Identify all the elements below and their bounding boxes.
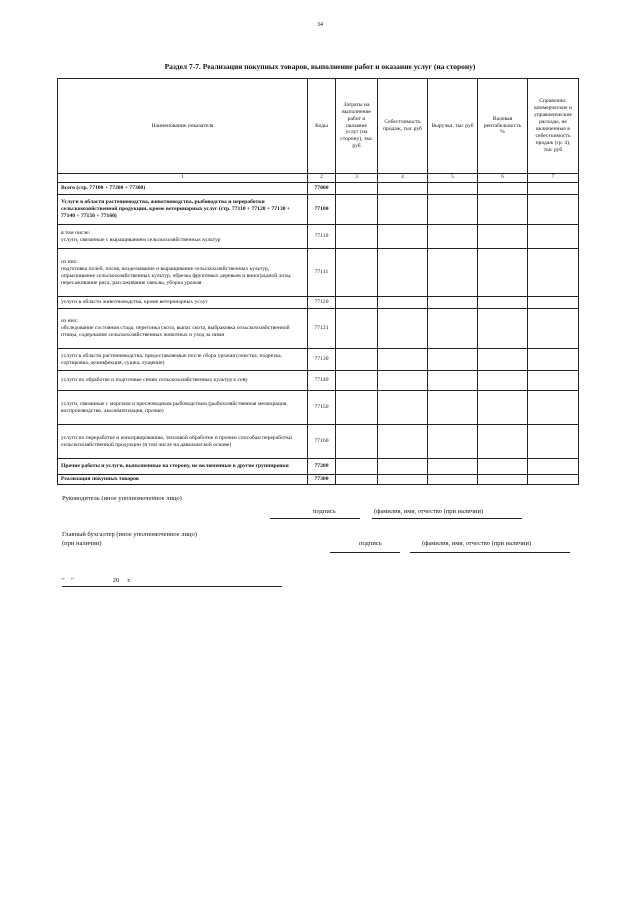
date-line: " " 20 г. bbox=[62, 577, 131, 584]
cell-revenue[interactable] bbox=[428, 309, 478, 349]
page-number: 34 bbox=[317, 22, 323, 28]
header-name: Наименование показателя bbox=[58, 79, 308, 174]
row-code: 77100 bbox=[308, 195, 336, 225]
cell-cost-of-sales[interactable] bbox=[378, 475, 428, 485]
cell-reference[interactable] bbox=[528, 371, 579, 391]
cell-reference[interactable] bbox=[528, 309, 579, 349]
accountant-label: Главный бухгалтер (иное уполномоченное лицо) bbox=[62, 531, 197, 538]
table-row bbox=[58, 475, 579, 485]
column-number: 5 bbox=[428, 174, 478, 183]
row-code: 77160 bbox=[308, 425, 336, 459]
cell-profitability[interactable] bbox=[478, 459, 528, 475]
cell-revenue[interactable] bbox=[428, 297, 478, 309]
cell-costs[interactable] bbox=[336, 391, 378, 425]
header-reference-expenses: Справочно: коммерческие и управленческие расходы, не включенные в себестоимость продаж (гр. 4), тыс руб bbox=[528, 79, 579, 174]
cell-reference[interactable] bbox=[528, 183, 579, 195]
cell-costs[interactable] bbox=[336, 183, 378, 195]
cell-reference[interactable] bbox=[528, 475, 579, 485]
table-row bbox=[58, 309, 579, 349]
row-code: 77300 bbox=[308, 475, 336, 485]
cell-profitability[interactable] bbox=[478, 349, 528, 371]
row-name: услуги, связанные с выращиванием сельскохозяйственных культур bbox=[61, 236, 221, 243]
cell-cost-of-sales[interactable] bbox=[378, 459, 428, 475]
cell-revenue[interactable] bbox=[428, 459, 478, 475]
row-name: услуги в области животноводства, кроме ветеринарных услуг bbox=[58, 297, 308, 309]
cell-profitability[interactable] bbox=[478, 195, 528, 225]
column-number-row bbox=[58, 174, 579, 183]
header-cost-of-sales: Себестоимость продаж, тыс руб bbox=[378, 79, 428, 174]
cell-cost-of-sales[interactable] bbox=[378, 183, 428, 195]
header-revenue: Выручка, тыс руб bbox=[428, 79, 478, 174]
cell-profitability[interactable] bbox=[478, 371, 528, 391]
cell-reference[interactable] bbox=[528, 349, 579, 371]
cell-revenue[interactable] bbox=[428, 425, 478, 459]
table-row bbox=[58, 459, 579, 475]
cell-costs[interactable] bbox=[336, 249, 378, 297]
cell-cost-of-sales[interactable] bbox=[378, 309, 428, 349]
row-name: услуги по переработке и консервированию, тепловой обработке и прочим способам переработки сельскохозяйственной продукции (в том числе на давальческой основе) bbox=[58, 425, 308, 459]
row-name: Услуги в области растениеводства, животноводства, рыбоводства и переработки сельскохозяйственной продукции, кроме ветеринарных услуг (стр. 77110 + 77120 + 77130 + 77140 + 77150 + 77160) bbox=[58, 195, 308, 225]
cell-costs[interactable] bbox=[336, 371, 378, 391]
header-costs: Затраты на выполнение работ и оказание услуг (на сторону), тыс руб bbox=[336, 79, 378, 174]
row-name-cell bbox=[58, 309, 308, 349]
cell-reference[interactable] bbox=[528, 297, 579, 309]
table-header-row bbox=[58, 79, 579, 174]
table-row bbox=[58, 183, 579, 195]
cell-profitability[interactable] bbox=[478, 225, 528, 249]
date-underline[interactable] bbox=[62, 586, 282, 587]
cell-costs[interactable] bbox=[336, 475, 378, 485]
row-code: 77200 bbox=[308, 459, 336, 475]
table-row bbox=[58, 195, 579, 225]
column-number: 1 bbox=[58, 174, 308, 183]
cell-costs[interactable] bbox=[336, 195, 378, 225]
section-title: Раздел 7-7. Реализация покупных товаров, выполнение работ и оказание услуг (на сторону) bbox=[164, 62, 476, 71]
cell-profitability[interactable] bbox=[478, 249, 528, 297]
row-code: 77110 bbox=[308, 225, 336, 249]
cell-costs[interactable] bbox=[336, 297, 378, 309]
head-fio-caption: (фамилия, имя, отчество (при наличии) bbox=[374, 508, 484, 515]
cell-cost-of-sales[interactable] bbox=[378, 391, 428, 425]
table-row bbox=[58, 349, 579, 371]
row-name: услуги, связанные с морским и пресноводным рыбоводством (рыбохозяйственная мелиорация, воспроизводство, акклиматизация, прочие) bbox=[58, 391, 308, 425]
row-code: 77140 bbox=[308, 371, 336, 391]
cell-revenue[interactable] bbox=[428, 249, 478, 297]
cell-costs[interactable] bbox=[336, 349, 378, 371]
cell-revenue[interactable] bbox=[428, 475, 478, 485]
cell-costs[interactable] bbox=[336, 459, 378, 475]
accountant-sign-caption: подпись bbox=[359, 540, 382, 547]
cell-reference[interactable] bbox=[528, 459, 579, 475]
cell-cost-of-sales[interactable] bbox=[378, 425, 428, 459]
data-table bbox=[57, 78, 579, 485]
row-code: 77000 bbox=[308, 183, 336, 195]
cell-reference[interactable] bbox=[528, 391, 579, 425]
cell-revenue[interactable] bbox=[428, 195, 478, 225]
cell-reference[interactable] bbox=[528, 195, 579, 225]
table-row bbox=[58, 297, 579, 309]
head-sign-line[interactable] bbox=[270, 518, 360, 519]
row-name: услуги по обработке и подготовке семян сельскохозяйственных культур к севу bbox=[58, 371, 308, 391]
row-name: подготовка полей, посев, возделывание и выращивание сельскохозяйственных культур, опрыскивание сельскохозяйственных культур, обрезка фруктовых деревьев и виноградной лозы, пересаживание риса, рассаживание свеклы, уборка урожая bbox=[61, 265, 292, 286]
column-number: 2 bbox=[308, 174, 336, 183]
row-code: 77111 bbox=[308, 249, 336, 297]
row-name: услуги в области растениеводства, предоставляемые после сбора урожая (очистка, подрезка, сортировка, дезинфекция, сушка, лущение) bbox=[58, 349, 308, 371]
cell-profitability[interactable] bbox=[478, 391, 528, 425]
cell-cost-of-sales[interactable] bbox=[378, 249, 428, 297]
row-prefix: из них: bbox=[61, 318, 78, 325]
cell-revenue[interactable] bbox=[428, 183, 478, 195]
table-row bbox=[58, 425, 579, 459]
accountant-fio-line[interactable] bbox=[410, 552, 570, 553]
row-code: 77150 bbox=[308, 391, 336, 425]
column-number: 7 bbox=[528, 174, 579, 183]
table-row bbox=[58, 249, 579, 297]
cell-costs[interactable] bbox=[336, 425, 378, 459]
header-profitability: Валовая рентабельность % bbox=[478, 79, 528, 174]
cell-revenue[interactable] bbox=[428, 391, 478, 425]
column-number: 6 bbox=[478, 174, 528, 183]
table-row bbox=[58, 225, 579, 249]
row-name: Прочие работы и услуги, выполненные на сторону, не включенные в другие группировки bbox=[58, 459, 308, 475]
table-row bbox=[58, 371, 579, 391]
row-name-cell bbox=[58, 225, 308, 249]
row-code: 77130 bbox=[308, 349, 336, 371]
cell-revenue[interactable] bbox=[428, 349, 478, 371]
header-codes: Коды bbox=[308, 79, 336, 174]
accountant-sign-line[interactable] bbox=[330, 552, 400, 553]
accountant-label-note: (при наличии) bbox=[62, 540, 102, 547]
cell-revenue[interactable] bbox=[428, 225, 478, 249]
head-fio-line[interactable] bbox=[372, 518, 522, 519]
head-label: Руководитель (иное уполномоченное лицо) bbox=[62, 495, 182, 502]
cell-cost-of-sales[interactable] bbox=[378, 297, 428, 309]
cell-profitability[interactable] bbox=[478, 425, 528, 459]
row-code: 77121 bbox=[308, 309, 336, 349]
cell-costs[interactable] bbox=[336, 225, 378, 249]
cell-reference[interactable] bbox=[528, 425, 579, 459]
cell-cost-of-sales[interactable] bbox=[378, 195, 428, 225]
cell-profitability[interactable] bbox=[478, 183, 528, 195]
column-number: 3 bbox=[336, 174, 378, 183]
row-name-cell bbox=[58, 249, 308, 297]
cell-reference[interactable] bbox=[528, 225, 579, 249]
cell-profitability[interactable] bbox=[478, 297, 528, 309]
row-name: обследование состояния стада, перегонка скота, выпас скота, выбраковка сельскохозяйственной птицы, содержание сельскохозяйственных животных и уход за ними bbox=[61, 325, 290, 339]
table-row bbox=[58, 391, 579, 425]
cell-profitability[interactable] bbox=[478, 475, 528, 485]
row-prefix: в том числе: bbox=[61, 229, 91, 236]
row-code: 77120 bbox=[308, 297, 336, 309]
cell-costs[interactable] bbox=[336, 309, 378, 349]
cell-cost-of-sales[interactable] bbox=[378, 349, 428, 371]
accountant-fio-caption: (фамилия, имя, отчество (при наличии) bbox=[422, 540, 532, 547]
cell-revenue[interactable] bbox=[428, 371, 478, 391]
row-name: Реализация покупных товаров bbox=[58, 475, 308, 485]
row-name: Всего (стр. 77100 + 77200 + 77300) bbox=[58, 183, 308, 195]
column-number: 4 bbox=[378, 174, 428, 183]
cell-reference[interactable] bbox=[528, 249, 579, 297]
cell-profitability[interactable] bbox=[478, 309, 528, 349]
cell-cost-of-sales[interactable] bbox=[378, 371, 428, 391]
head-sign-caption: подпись bbox=[313, 508, 336, 515]
cell-cost-of-sales[interactable] bbox=[378, 225, 428, 249]
row-prefix: из них: bbox=[61, 258, 78, 265]
